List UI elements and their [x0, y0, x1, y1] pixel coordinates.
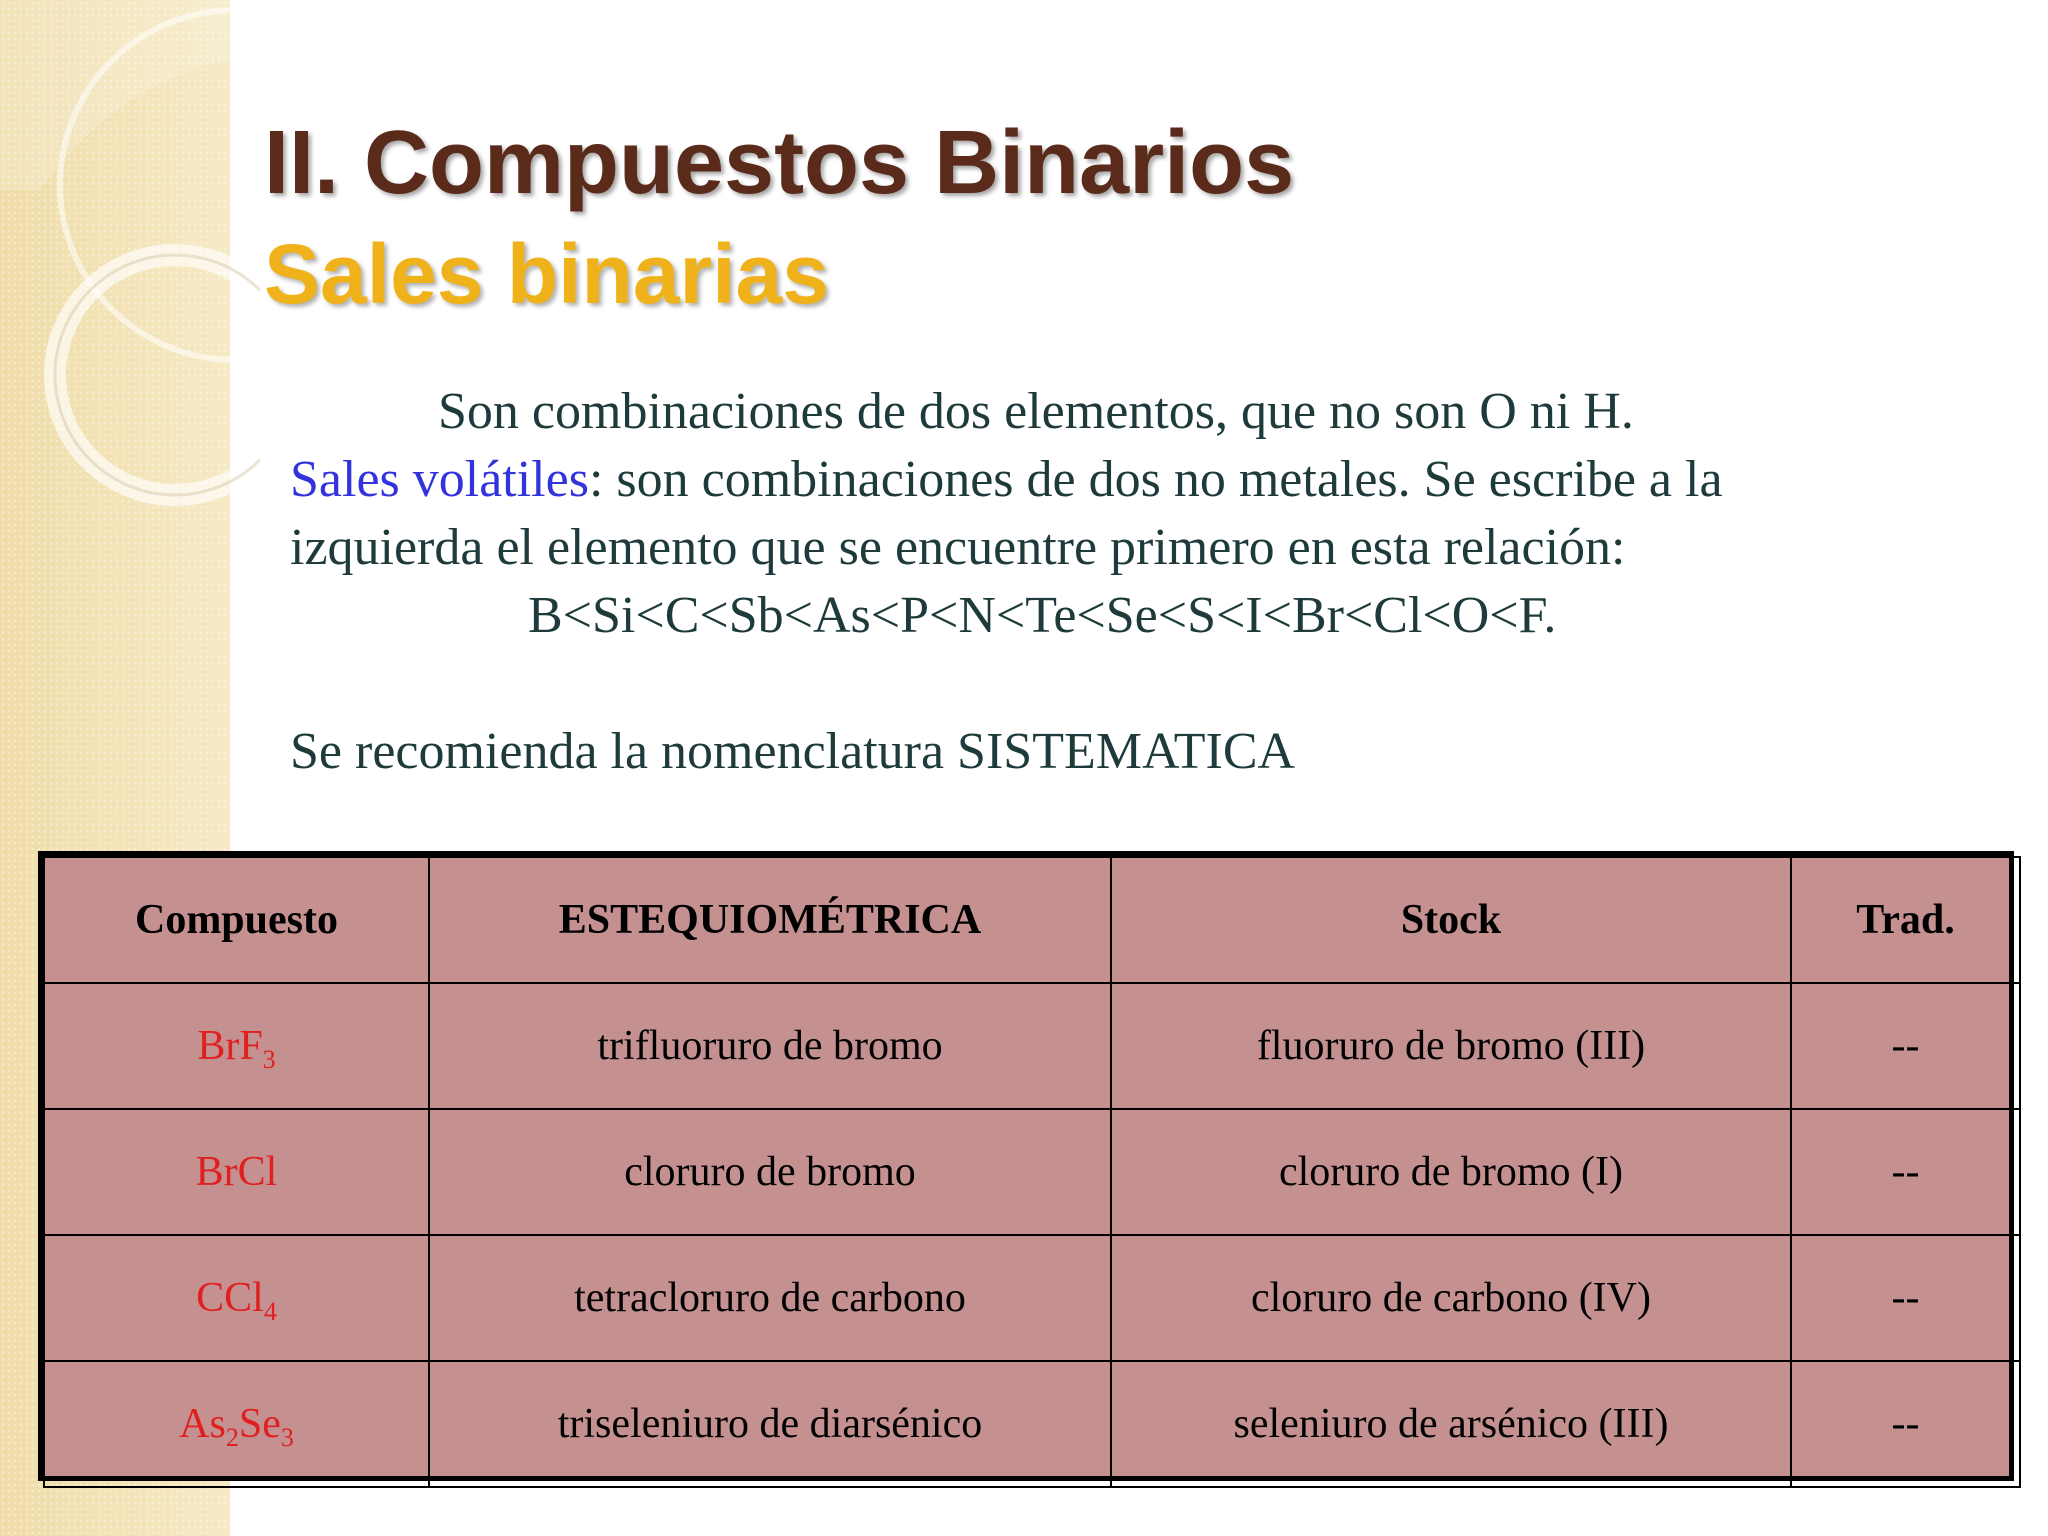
stock-name: cloruro de bromo (I) — [1111, 1109, 1791, 1235]
order-rule-line: izquierda el elemento que se encuentre primero en esta relación: — [290, 519, 1626, 576]
trad-name: -- — [1791, 1109, 2020, 1235]
header-estequiometrica: ESTEQUIOMÉTRICA — [429, 857, 1111, 983]
slide-title: II. Compuestos Binarios — [264, 113, 1295, 213]
element-order-sequence: B<Si<C<Sb<As<P<N<Te<Se<S<I<Br<Cl<O<F. — [528, 587, 1557, 644]
trad-name: -- — [1791, 983, 2020, 1109]
nomenclature-table — [38, 851, 2014, 1481]
volatile-salts-text: : son combinaciones de dos no metales. Se escribe a la — [588, 451, 1723, 508]
header-compuesto: Compuesto — [44, 857, 429, 983]
header-stock: Stock — [1111, 857, 1791, 983]
compound-formula: BrF$_3$ — [44, 983, 429, 1109]
stock-name: seleniuro de arsénico (III) — [1111, 1361, 1791, 1487]
recommendation-line: Se recomienda la nomenclatura SISTEMATICA — [290, 723, 1296, 780]
esteq-name: trifluoruro de bromo — [429, 983, 1111, 1109]
decorative-rings — [0, 0, 260, 520]
esteq-name: triseleniuro de diarsénico — [429, 1361, 1111, 1487]
trad-name: -- — [1791, 1235, 2020, 1361]
esteq-name: cloruro de bromo — [429, 1109, 1111, 1235]
definition-line: Son combinaciones de dos elementos, que no son O ni H. — [438, 383, 1634, 440]
table-row — [44, 1361, 2020, 1487]
stock-name: fluoruro de bromo (III) — [1111, 983, 1791, 1109]
slide-subtitle: Sales binarias — [264, 227, 829, 321]
trad-name: -- — [1791, 1361, 2020, 1487]
volatile-salts-line — [290, 446, 1990, 514]
table-row — [44, 1109, 2020, 1235]
esteq-name: tetracloruro de carbono — [429, 1235, 1111, 1361]
compound-formula: $As_2Se_3$ — [44, 1361, 429, 1487]
table-header-row — [44, 857, 2020, 983]
table-row — [44, 1235, 2020, 1361]
table-row — [44, 983, 2020, 1109]
compound-formula: CCl$_4$ — [44, 1235, 429, 1361]
header-trad: Trad. — [1791, 857, 2020, 983]
sales-volatiles-label: Sales volátiles — [290, 451, 589, 508]
compound-formula: BrCl — [44, 1109, 429, 1235]
stock-name: cloruro de carbono (IV) — [1111, 1235, 1791, 1361]
